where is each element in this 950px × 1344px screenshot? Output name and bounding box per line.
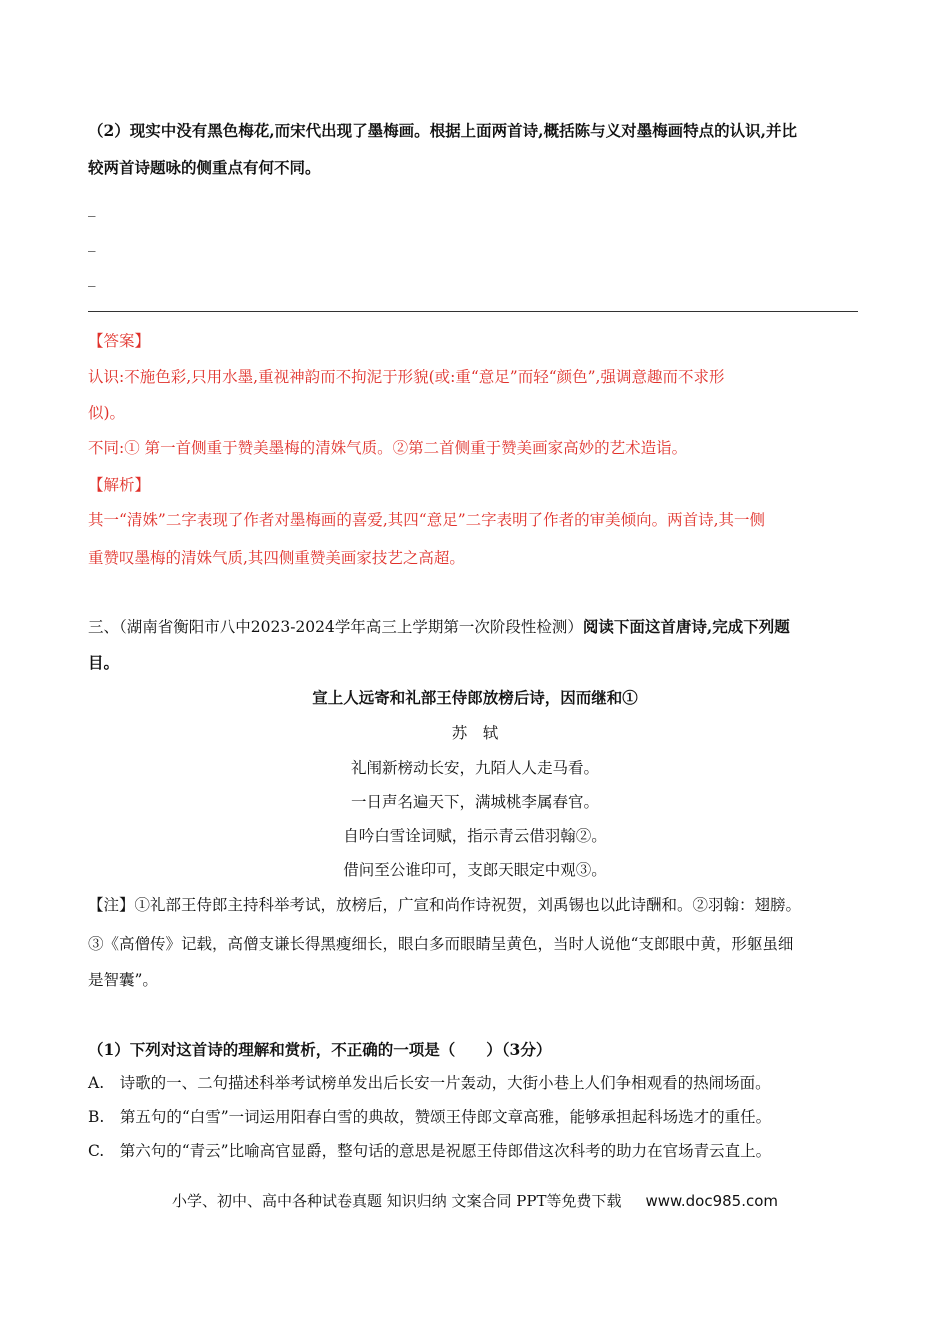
answer-blank-3: _: [88, 269, 96, 287]
poem-author: 苏 轼: [451, 724, 499, 742]
option-c: C. 第六句的“青云”比喻高官显爵，整句话的意思是祝愿王侍郎借这次科考的助力在官场青云直上。: [88, 1142, 772, 1160]
note-line-3: 是智囊”。: [88, 971, 158, 989]
answer-line-3: 不同:① 第一首侧重于赞美墨梅的清姝气质。②第二首侧重于赞美画家高妙的艺术造诣。: [88, 439, 688, 457]
analysis-line-2: 重赞叹墨梅的清姝气质,其四侧重赞美画家技艺之高超。: [88, 549, 465, 567]
note-line-2: ③《高僧传》记载，高僧支谦长得黑瘦细长，眼白多而眼睛呈黄色，当时人说他“支郎眼中黄，形躯虽细: [88, 935, 794, 953]
poem-line-2: 一日声名遍天下，满城桃李属春官。: [350, 793, 599, 811]
footer-text: 小学、初中、高中各种试卷真题 知识归纳 文案合同 PPT等免费下载: [171, 1192, 622, 1210]
poem-line-1: 礼闱新榜动长安，九陌人人走马看。: [350, 759, 599, 777]
section-3-source: 三、（湖南省衡阳市八中2023-2024学年高三上学期第一次阶段性检测）: [88, 618, 583, 636]
section-3-heading: [88, 616, 790, 638]
analysis-line-1: 其一“清姝”二字表现了作者对墨梅画的喜爱,其四“意足”二字表明了作者的审美倾向。两首诗,其一侧: [88, 511, 766, 529]
poem-title: 宣上人远寄和礼部王侍郎放榜后诗，因而继和①: [312, 688, 638, 707]
page-footer: [0, 1191, 950, 1211]
answer-line-1: 认识:不施色彩,只用水墨,重视神韵而不拘泥于形貌(或:重“意足”而轻“颜色”,强调意趣而不求形: [88, 368, 725, 386]
poem-line-3: 自吟白雪诠词赋，指示青云借羽翰②。: [343, 827, 607, 845]
section-3-instruction-cont: 目。: [88, 653, 120, 672]
footer-url: www.doc985.com: [645, 1192, 779, 1210]
question-2-line-2: 较两首诗题咏的侧重点有何不同。: [88, 158, 321, 177]
option-b: B. 第五句的“白雪”一词运用阳春白雪的典故，赞颂王侍郎文章高雅，能够承担起科场选才的重任。: [88, 1108, 772, 1126]
poem-line-4: 借问至公谁印可，支郎天眼定中观③。: [343, 861, 607, 879]
analysis-tag: 【解析】: [88, 476, 151, 494]
separator-rule: [88, 311, 858, 312]
option-a: A. 诗歌的一、二句描述科举考试榜单发出后长安一片轰动，大街小巷上人们争相观看的热闹场面。: [88, 1074, 771, 1092]
answer-line-2: 似)。: [88, 404, 126, 422]
section-3-instruction: 阅读下面这首唐诗,完成下列题: [582, 617, 790, 636]
answer-tag: 【答案】: [88, 332, 151, 350]
question-1-stem: （1）下列对这首诗的理解和赏析，不正确的一项是（ ）（3分）: [88, 1040, 552, 1059]
answer-blank-1: _: [88, 199, 96, 217]
note-line-1: 【注】①礼部王侍郎主持科举考试，放榜后，广宣和尚作诗祝贺，刘禹锡也以此诗酬和。②羽翰：翅膀。: [88, 896, 802, 914]
answer-blank-2: _: [88, 234, 96, 252]
question-2-line-1: （2）现实中没有黑色梅花,而宋代出现了墨梅画。根据上面两首诗,概括陈与义对墨梅画特点的认识,并比: [88, 121, 797, 140]
